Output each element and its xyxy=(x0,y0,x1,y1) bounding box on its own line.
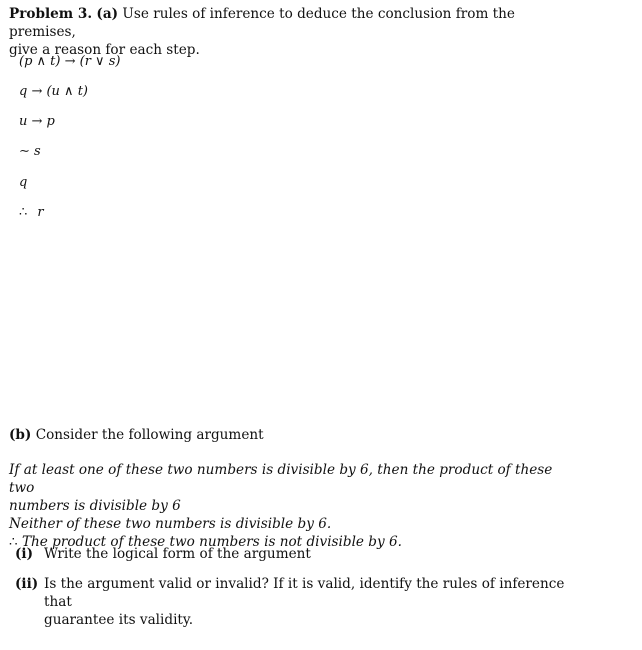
conclusion-value: r xyxy=(37,205,44,220)
part-a-text-line1: Use rules of inference to deduce the conclusion from the premises, xyxy=(9,6,515,40)
argument-line4: The product of these two numbers is not divisible by 6. xyxy=(21,534,402,550)
item-i-label: (i) xyxy=(15,546,34,562)
argument-therefore-symbol: ∴ xyxy=(9,534,18,550)
part-a-text-line2: give a reason for each step. xyxy=(9,42,200,58)
item-ii-label: (ii) xyxy=(15,576,39,592)
argument-line2: numbers is divisible by 6 xyxy=(9,498,181,514)
premise-1: (p ∧ t) → (r ∨ s) xyxy=(19,54,121,69)
argument-line3: Neither of these two numbers is divisible by 6. xyxy=(9,516,332,532)
premise-3: u → p xyxy=(19,114,55,129)
part-b-label: (b) xyxy=(9,427,32,443)
part-a-label: (a) xyxy=(96,6,119,22)
premise-4: ∼ s xyxy=(19,144,41,159)
conclusion xyxy=(19,205,44,220)
part-b-intro-text: Consider the following argument xyxy=(35,427,264,443)
item-i-text: Write the logical form of the argument xyxy=(44,546,311,562)
problem-3a-statement xyxy=(9,5,579,59)
argument-line1: If at least one of these two numbers is divisible by 6, then the product of these two xyxy=(9,462,553,496)
question-item-i xyxy=(0,545,600,565)
premise-5: q xyxy=(19,175,28,190)
problem-label: Problem 3. xyxy=(9,6,93,22)
item-ii-text xyxy=(44,575,584,629)
part-b-intro xyxy=(9,426,579,444)
premise-2: q → (u ∧ t) xyxy=(19,84,88,99)
item-ii-line1: Is the argument valid or invalid? If it is valid, identify the rules of inference that xyxy=(44,576,565,610)
therefore-symbol: ∴ xyxy=(19,205,28,220)
argument-block xyxy=(9,461,579,551)
question-item-ii xyxy=(0,575,600,628)
item-ii-line2: guarantee its validity. xyxy=(44,612,194,628)
